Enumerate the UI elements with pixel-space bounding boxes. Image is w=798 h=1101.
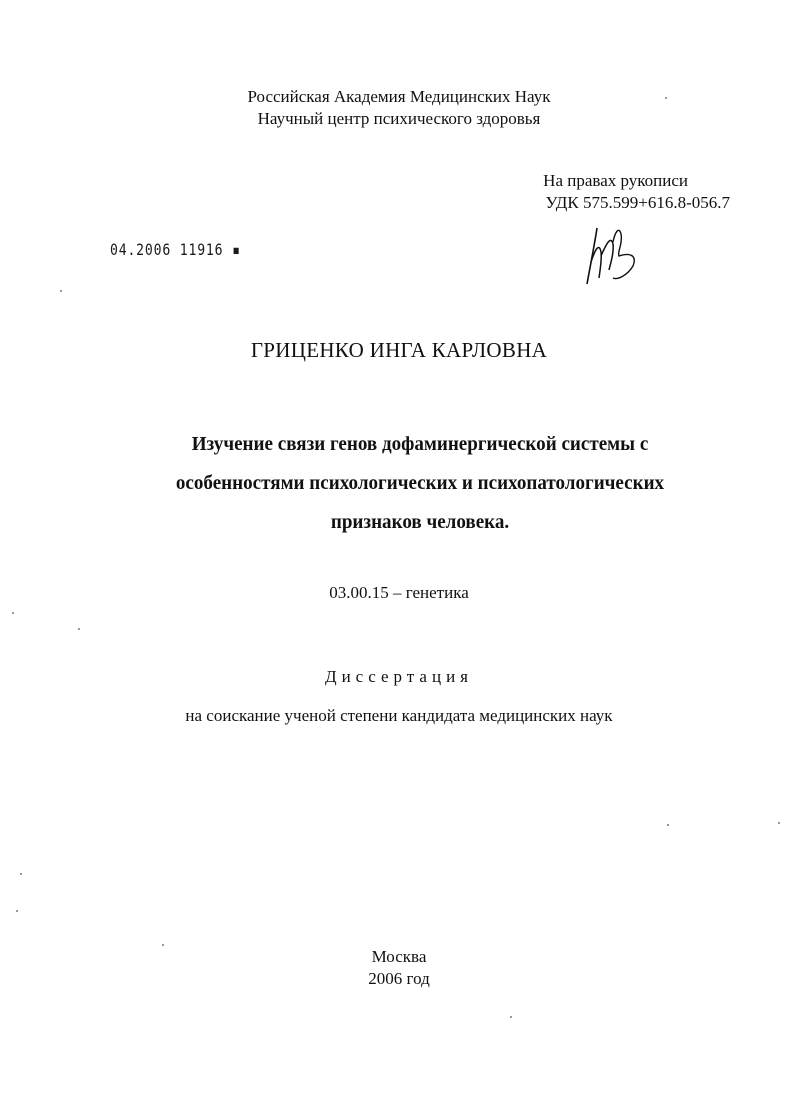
dissertation-title xyxy=(141,425,699,542)
city-year xyxy=(0,946,798,990)
scan-speck xyxy=(665,97,667,99)
scan-speck xyxy=(162,944,164,946)
title-line: Изучение связи генов дофаминергической системы с xyxy=(191,433,649,455)
year: 2006 год xyxy=(368,969,430,988)
stamp-number: 04.2006 11916 xyxy=(110,240,224,259)
document-type: Диссертация xyxy=(324,667,473,686)
city: Москва xyxy=(371,947,427,966)
author-name: ГРИЦЕНКО ИНГА КАРЛОВНА xyxy=(250,338,548,362)
registration-stamp xyxy=(110,240,241,259)
scan-speck xyxy=(16,910,18,912)
rights-block xyxy=(543,170,730,214)
title-line: особенностями психологических и психопатологических xyxy=(175,472,665,494)
scan-speck xyxy=(20,873,22,875)
scan-speck xyxy=(12,612,14,614)
scan-speck xyxy=(78,628,80,630)
scan-speck xyxy=(510,1016,512,1018)
stamp-mark: ▪ xyxy=(223,240,241,259)
organization-name: Российская Академия Медицинских Наук xyxy=(247,87,551,106)
title-line: признаков человека. xyxy=(330,511,510,533)
specialty-code: 03.00.15 – генетика xyxy=(329,583,469,602)
scan-speck xyxy=(60,290,62,292)
scan-speck xyxy=(667,824,669,826)
research-center-name: Научный центр психического здоровья xyxy=(257,109,541,128)
udc-code: УДК 575.599+616.8-056.7 xyxy=(545,193,730,212)
scan-speck xyxy=(778,822,780,824)
degree-statement: на соискание ученой степени кандидата медицинских наук xyxy=(185,706,613,725)
signature-icon xyxy=(583,222,653,288)
manuscript-note: На правах рукописи xyxy=(543,171,688,190)
